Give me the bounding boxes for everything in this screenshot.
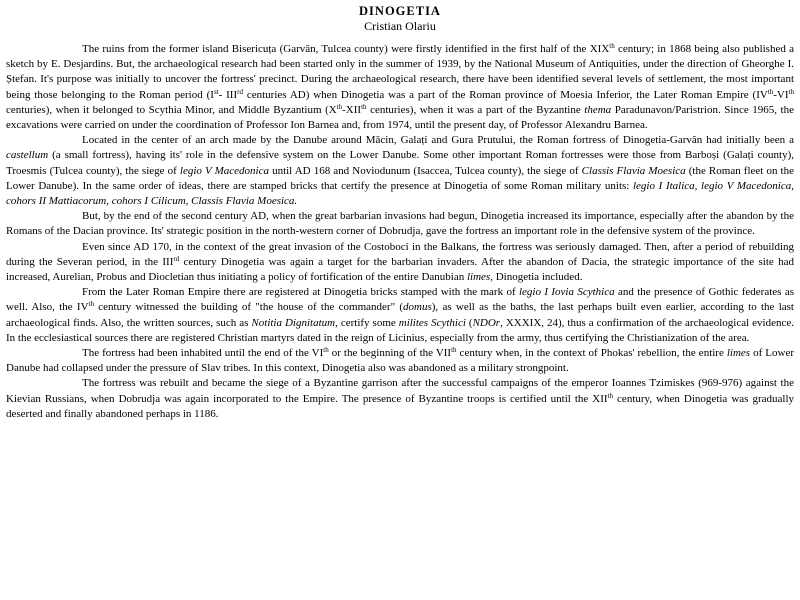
superscript: th [336,102,343,111]
text-run: From the Later Roman Empire there are registered at Dinogetia bricks stamped with the mark of [82,286,519,299]
italic-text: legio V Macedonica [179,164,269,177]
text-run: and the presence of Gothic federates as well. Also, the IV [6,286,794,314]
text-run: until AD 168 and Noviodunum (Isaccea, Tulcea county), the siege of [268,164,582,177]
text-run: (the Roman fleet on the Lower Danube). In the same order of ideas, there are stamped bricks that certify the presence at Dinogetia of some Roman military units: [6,164,794,192]
document-title: DINOGETIA [359,4,441,18]
text-run: But, by the end of the second century AD, when the great barbarian invasions had begun, Dinogetia increased its importance, especially after the abandon by the Romans of the Dacian province. Its' strategic position in the north-western corner of Dobrudja, gave the fortress an important role in the defensive system of the province. [6,210,794,238]
italic-text: castellum [6,149,49,162]
text-run: century when, in the context of Phokas' rebellion, the entire [456,347,727,360]
text-run: centuries), when it was a part of the Byzantine [366,103,585,116]
text-run: ), as well as the baths, the last perhaps built even earlier, according to the last archaeological finds. Also, the written sources, such as [6,301,794,329]
text-run: - III [218,88,238,101]
paragraph [6,133,794,209]
superscript: th [607,391,614,400]
text-run: centuries AD) when Dinogetia was a part of the Roman province of Moesia Inferior, the Later Roman Empire (IV [242,88,768,101]
text-run: ( [465,316,473,329]
text-run: century; in 1868 being also published a sketch by E. Desjardins. But, the archaeological research had been started only in the summer of 1939, by the National Museum of Antiquities, under the direction of Gheorghe I. Ștefan. It's purpose was initially to uncover the fortress' precinct. During the archaeological research, there have been identified several levels of settlement, the most important being those belonging to the Roman period (I [6,43,794,101]
document-body [6,42,794,422]
text-run: Even since AD 170, in the context of the great invasion of the Costoboci in the Balkans, the fortress was seriously damaged. Then, after a period of rebuilding during the Severan period, in the III [6,240,794,268]
superscript: th [767,87,774,96]
text-run: century Dinogetia was again a target for the barbarian invaders. After the abandon of Dacia, the strategic importance of the site had increased, Aurelian, Probus and Diocletian thus initiating a policy of fortification of the entire Danubian [6,255,794,284]
text-run: of Lower Danube had collapsed under the pressure of Slav tribes. In this context, Dinogetia also was abandoned as a military strongpoint. [6,347,794,375]
italic-text: milites Scythici [398,316,466,329]
document-author: Cristian Olariu [364,19,436,33]
superscript: th [788,87,794,96]
paragraph [6,346,794,376]
superscript: rd [237,87,243,96]
text-run: -VI [773,88,789,101]
text-run: or the beginning of the VII [328,347,452,360]
superscript: rd [173,254,180,263]
text-run: , Dinogetia included. [490,271,583,284]
italic-text: domus [403,301,432,314]
paragraph [6,240,794,286]
text-run: Paradunavon/Paristrion. Since 1965, the excavations were carried on under the coordination of Professor Ion Barnea and, from 1974, until the present day, of Professor Alexandru Barnea. [6,103,794,132]
paragraph [6,209,794,239]
paragraph [6,376,794,422]
superscript: th [88,300,94,309]
superscript: th [451,346,457,355]
text-run: (a small fortress), having its' role in the defensive system on the Lower Danube. Some other important Roman fortresses were those from Barboși (Galați county), Troesmis (Tulcea county), the siege of [6,149,794,177]
text-run: century witnessed the building of "the house of the commander" ( [93,301,404,314]
text-run: The fortress had been inhabited until the end of the VI [82,347,324,360]
italic-text: thema [584,103,612,116]
superscript: st [213,87,219,96]
text-run: centuries), when it belonged to Scythia Minor, and Middle Byzantium (X [6,103,337,116]
text-run: The fortress was rebuilt and became the siege of a Byzantine garrison after the successful campaigns of the emperor Ioannes Tzimiskes (969-976) against the Kievian Russians, when Dobrudja was again incorporated to the Empire. The presence of Byzantine troops is certified until the XII [6,377,794,405]
italic-text: Notitia Dignitatum [251,316,336,329]
paragraph [6,285,794,346]
text-run: century, when Dinogetia was gradually deserted and finally abandoned perhaps in 1186. [6,392,795,420]
italic-text: limes [466,271,491,284]
paragraph [6,42,794,133]
text-run: The ruins from the former island Bisericuța (Garvăn, Tulcea county) were firstly identified in the first half of the XIX [82,43,610,55]
superscript: th [361,102,367,111]
superscript: th [323,346,329,355]
italic-text: Classis Flavia Moesica [581,164,686,177]
italic-text: NDOr [472,316,501,329]
text-run: , XXXIX, 24), thus a confirmation of the archaeological evidence. In the ecclesiastical sources there are registered Christian martyrs dated in the reign of Licinius, especially from the army, thus certifying the Christianization of the area. [6,316,794,344]
italic-text: legio I Italica, legio V Macedonica, cohors II Mattiacorum, cohors I Cilicum, Classis Flavia Moesica. [6,179,794,208]
italic-text: legio I Iovia Scythica [518,286,615,299]
italic-text: limes [726,347,751,360]
superscript: th [609,42,615,50]
text-run: -XII [342,103,362,116]
text-run: , certify some [335,316,399,329]
text-run: Located in the center of an arch made by the Danube around Măcin, Galați and Gura Prutului, the Roman fortress of Dinogetia-Garvăn had initially been a [82,134,794,147]
